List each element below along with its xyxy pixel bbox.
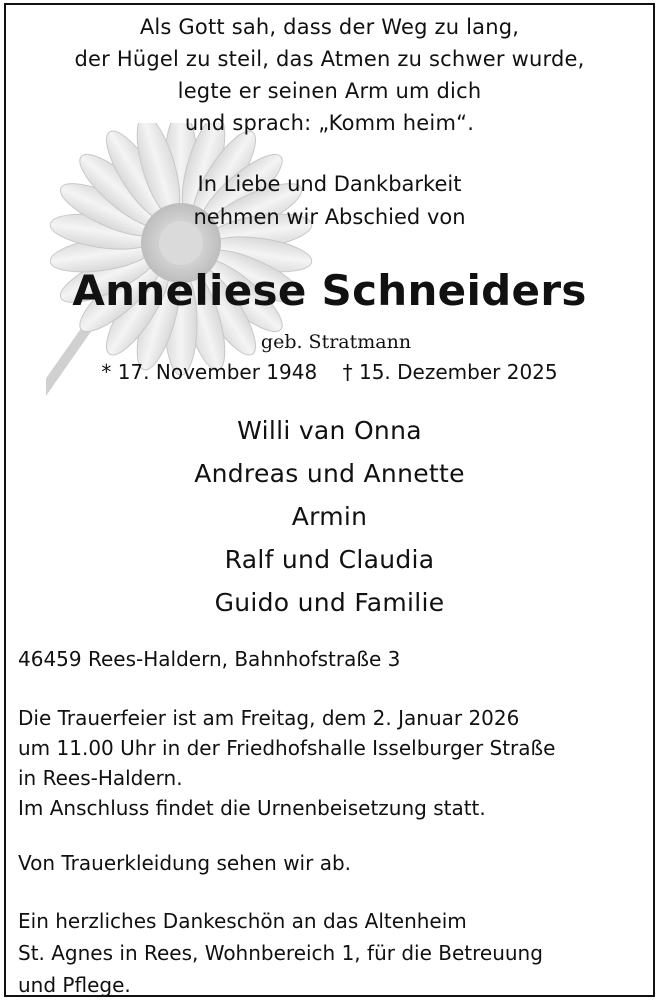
poem-line: der Hügel zu steil, das Atmen zu schwer wurde, xyxy=(74,47,585,71)
family-member: Andreas und Annette xyxy=(194,459,465,488)
birth-name: geb. Stratmann xyxy=(260,331,412,353)
family-member: Armin xyxy=(291,502,368,531)
ceremony-line: um 11.00 Uhr in der Friedhofshalle Isselburger Straße xyxy=(18,736,556,760)
obituary-frame xyxy=(4,3,655,997)
thanks-line: Ein herzliches Dankeschön an das Altenheim xyxy=(18,909,467,933)
mourning-dress-note: Von Trauerkleidung sehen wir ab. xyxy=(18,851,351,875)
family-member: Ralf und Claudia xyxy=(224,545,435,574)
intro-text xyxy=(6,168,653,234)
family-member: Willi van Onna xyxy=(237,416,422,445)
death-date: † 15. Dezember 2025 xyxy=(342,360,558,384)
birth-date: * 17. November 1948 xyxy=(101,360,318,384)
ceremony-line: Die Trauerfeier ist am Freitag, dem 2. Januar 2026 xyxy=(18,706,520,730)
family-member: Guido und Familie xyxy=(214,588,445,617)
life-dates xyxy=(6,358,653,386)
ceremony-line: Im Anschluss findet die Urnenbeisetzung statt. xyxy=(18,796,486,820)
poem-line: Als Gott sah, dass der Weg zu lang, xyxy=(139,15,520,39)
poem-line: und sprach: „Komm heim“. xyxy=(184,111,475,135)
ceremony-info xyxy=(18,703,555,823)
thanks-line: und Pflege. xyxy=(18,973,131,997)
intro-line: nehmen wir Abschied von xyxy=(193,205,466,229)
ceremony-line: in Rees-Haldern. xyxy=(18,766,183,790)
deceased-name: Anneliese Schneiders xyxy=(72,266,587,315)
thanks-line: St. Agnes in Rees, Wohnbereich 1, für die Betreuung xyxy=(18,941,543,965)
intro-line: In Liebe und Dankbarkeit xyxy=(197,172,462,196)
poem xyxy=(6,11,653,139)
thanks-text xyxy=(18,905,543,997)
poem-line: legte er seinen Arm um dich xyxy=(177,79,482,103)
family-address: 46459 Rees-Haldern, Bahnhofstraße 3 xyxy=(18,647,401,671)
family-list xyxy=(6,409,653,624)
